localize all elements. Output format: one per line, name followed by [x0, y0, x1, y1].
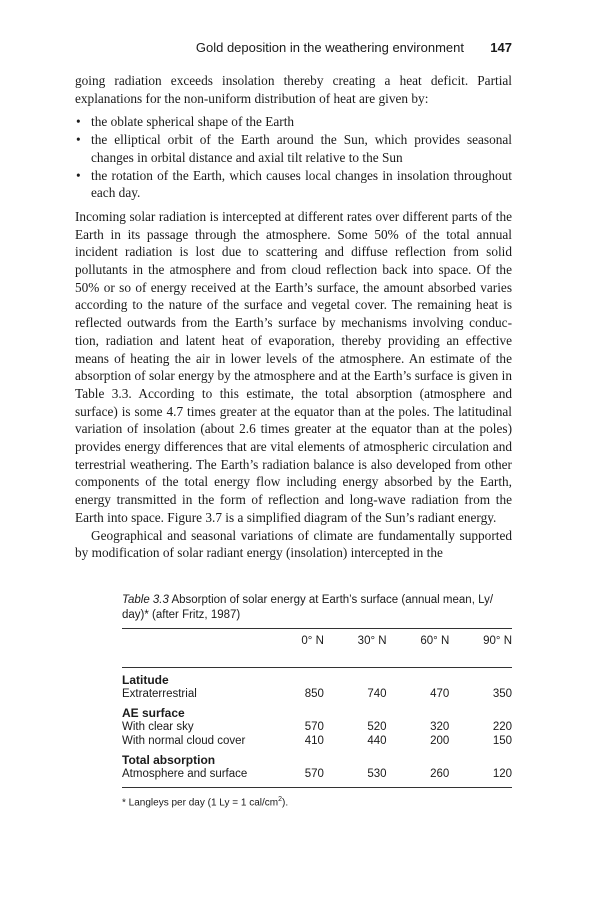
section-heading: Total absorption — [122, 753, 216, 767]
body-text — [75, 72, 512, 562]
section-heading-row — [122, 668, 512, 687]
table-row — [122, 720, 512, 734]
footnote-superscript: 2 — [278, 796, 283, 803]
table-row — [122, 734, 512, 748]
section-heading: AE surface — [122, 706, 185, 720]
table-caption-text: Absorption of solar energy at Earth’s surface (annual mean, Ly/ day)* (after Fritz, 1987) — [122, 594, 494, 621]
table-cell: 220 — [492, 721, 512, 733]
running-header — [75, 40, 512, 60]
row-label: Extraterrestrial — [122, 688, 197, 700]
table-cell: 320 — [430, 721, 450, 733]
footnote-end: ). — [282, 797, 289, 809]
table-caption — [122, 593, 512, 623]
table-row — [122, 767, 512, 787]
column-header: 90° N — [483, 635, 512, 647]
running-title: Gold deposition in the weathering environment — [195, 40, 464, 55]
data-table — [122, 629, 512, 787]
column-header: 60° N — [420, 635, 450, 647]
table-cell: 350 — [492, 688, 512, 700]
table-caption-label: Table 3.3 — [122, 594, 169, 606]
list-item: • the rotation of the Earth, which causes local changes in insolation throughout each day. — [75, 167, 512, 202]
table-bottom-rule — [122, 787, 512, 788]
table-cell: 440 — [367, 735, 387, 747]
intro-paragraph: going radiation exceeds insolation thereby creating a heat deficit. Partial explanations for the non-uniform distribution of heat are given by: — [75, 73, 512, 106]
section-heading-row — [122, 701, 512, 720]
page-number: 147 — [490, 40, 512, 55]
section-heading: Latitude — [122, 673, 169, 687]
table-cell: 200 — [430, 735, 450, 747]
table-cell: 120 — [492, 768, 512, 780]
table-cell: 850 — [304, 688, 324, 700]
table-3-3 — [122, 593, 512, 808]
row-label: With normal cloud cover — [122, 735, 246, 747]
list-item: • the elliptical orbit of the Earth around the Sun, which provides seasonal changes in orbital distance and axial tilt relative to the Sun — [75, 131, 512, 166]
table-cell: 260 — [430, 768, 450, 780]
table-cell: 570 — [304, 721, 324, 733]
row-label: Atmosphere and surface — [122, 768, 248, 780]
list-item: • the oblate spherical shape of the Earth — [75, 113, 512, 131]
paragraph-geographical: Geographical and seasonal variations of climate are fundamentally supported by modification of solar radiant energy (insolation) intercepted in the — [75, 527, 512, 561]
table-cell: 740 — [367, 688, 387, 700]
table-row — [122, 687, 512, 701]
table-cell: 570 — [304, 768, 324, 780]
column-header-blank — [122, 629, 261, 667]
table-cell: 530 — [367, 768, 387, 780]
column-header: 30° N — [357, 635, 387, 647]
table-cell: 150 — [492, 735, 512, 747]
table-footnote — [122, 796, 512, 808]
table-cell: 470 — [430, 688, 450, 700]
paragraph-incoming-radiation: Incoming solar radiation is intercepted at different rates over different parts of the Earth in its passage through the atmosphere. Some 50% of the total annual incident radiation is lost due to scattering and diffuse reflection from solid pollutants in the atmosphere and from cloud reflection back into space. Of the 50% or so of energy received at the Earth’s surface, the amount absorbed varies according to the nature of the surface and vegetal cover. The remaining heat is reflected outwards from the Earth’s surface by mechanisms involving conduc-tion, radiation and latent heat of evaporation, thereby providing an effective means of heating the air in lower levels of the atmosphere. An estimate of the absorption of solar energy by the atmosphere and at the Earth’s surface is given in Table 3.3. According to this estimate, the total absorption (atmosphere and surface) is some 4.7 times greater at the equator than at the poles. The latitudinal variation of insolation (about 2.6 times greater at the equator than at the poles) provides energy differences that are vital elements of atmospheric circulation and terrestrial weathering. The Earth’s radiation balance is also developed from other components of the total energy flow including energy absorbed by the Earth, energy transmitted in the form of reflection and long-wave radiation from the Earth into space. Figure 3.7 is a simplified diagram of the Sun’s radiant energy. — [75, 208, 512, 525]
section-heading-row — [122, 748, 512, 767]
table-cell: 410 — [304, 735, 324, 747]
bullet-list — [75, 113, 512, 202]
column-header: 0° N — [301, 635, 324, 647]
row-label: With clear sky — [122, 721, 194, 733]
footnote-text: * Langleys per day (1 Ly = 1 cal/cm — [122, 797, 279, 809]
column-header-row — [122, 629, 512, 667]
table-cell: 520 — [367, 721, 387, 733]
